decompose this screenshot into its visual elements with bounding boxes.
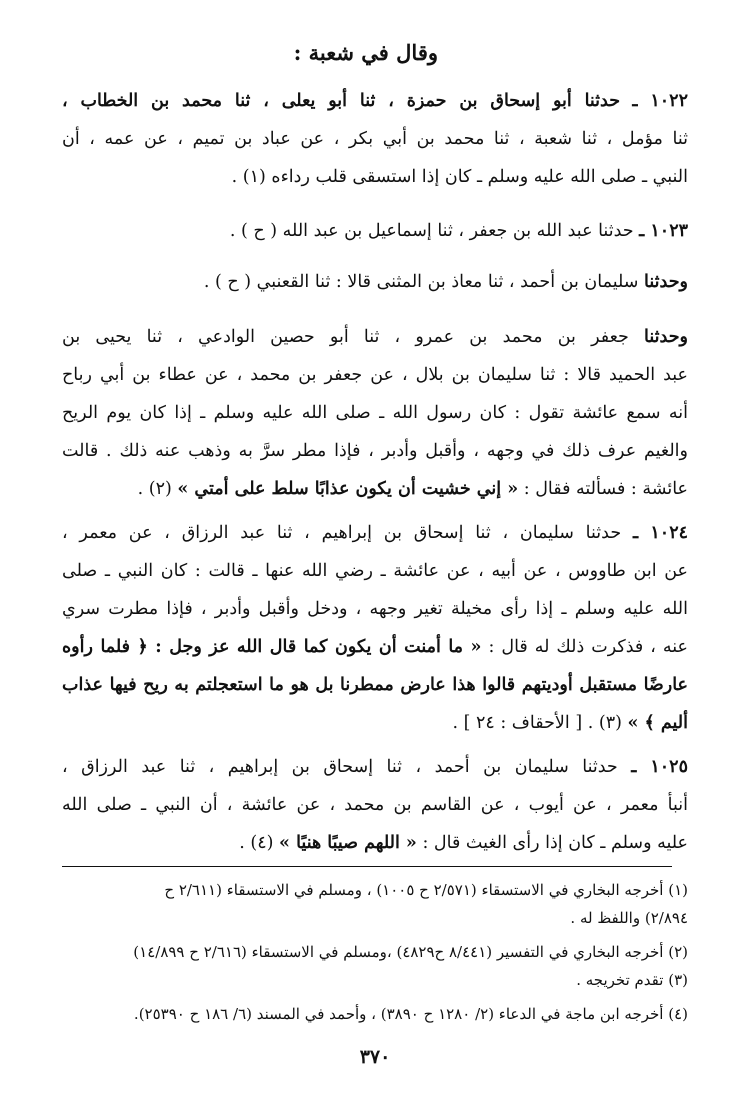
text-line: عبد الحميد قالا : ثنا سليمان بن بلال ، عن جعفر بن محمد ، عن عطاء بن أبي رباح xyxy=(62,365,688,385)
text-line xyxy=(62,514,688,552)
hadith-number: ١٠٢٢ ـ xyxy=(632,91,688,111)
book-page xyxy=(62,0,688,1111)
text-line: والغيم عرف ذلك في وجهه ، وأقبل وأدبر ، فإذا مطر سرَّ به وذهب عنه ذلك . قالت xyxy=(62,441,688,461)
chain-text: حدثنا عبد الله بن جعفر ، ثنا إسماعيل بن عبد الله ( ح ) . xyxy=(229,221,634,241)
text-line: أنه سمع عائشة تقول : كان رسول الله ـ صلى الله عليه وسلم ـ إذا كان يوم الريح xyxy=(62,403,688,423)
hadith-1023-matn xyxy=(62,318,688,508)
hadith-1025 xyxy=(62,748,688,862)
text-line: أنبأ معمر ، عن أيوب ، عن القاسم بن محمد ، عن عائشة ، أن النبي ـ صلى الله xyxy=(62,795,688,815)
text-line xyxy=(62,628,688,666)
footnote-1: (١) أخرجه البخاري في الاستسقاء (٢/٥٧١ ح ١٠٠٥) ، ومسلم في الاستسقاء (٢/٦١١ ح xyxy=(164,881,688,899)
page-number: ٣٧٠ xyxy=(359,1046,391,1068)
plain-text: عنه ، فذكرت ذلك له قال : xyxy=(488,637,688,657)
text-line: الله عليه وسلم ـ إذا رأى مخيلة تغير وجهه ، ودخل وأقبل وأدبر ، فإذا مطرت سري xyxy=(62,599,688,619)
text-line xyxy=(62,212,688,250)
text-line xyxy=(62,470,688,508)
quoted-saying: « ما أمنت أن يكون كما قال الله عز وجل : ﴿ فلما رأوه xyxy=(62,637,482,657)
narration-lead: وحدثنا xyxy=(644,272,688,292)
text-line xyxy=(62,704,688,742)
text-line xyxy=(62,748,688,786)
narration-lead: حدثنا أبو إسحاق بن حمزة ، ثنا أبو يعلى ، ثنا محمد بن الخطاب ، xyxy=(62,91,621,111)
hadith-number: ١٠٢٣ ـ xyxy=(639,221,688,241)
plain-text: عليه وسلم ـ كان إذا رأى الغيث قال : xyxy=(422,833,688,853)
hadith-1024 xyxy=(62,514,688,742)
quran-verse-line: عارضًا مستقبل أوديتهم قالوا هذا عارض ممطرنا بل هو ما استعجلتم به ريح فيها عذاب xyxy=(62,675,688,695)
chain-text: سليمان بن أحمد ، ثنا معاذ بن المثنى قالا : ثنا القعنبي ( ح ) . xyxy=(203,272,639,292)
footnote-divider xyxy=(62,866,672,867)
chain-text: حدثنا سليمان ، ثنا إسحاق بن إبراهيم ، ثنا عبد الرزاق ، عن معمر ، xyxy=(62,523,622,543)
text-line xyxy=(62,263,688,301)
quoted-saying: « اللهم صيبًا هنيًا » xyxy=(279,833,417,853)
hadith-number: ١٠٢٤ ـ xyxy=(632,523,688,543)
footnote-3: (٣) تقدم تخريجه . xyxy=(576,971,688,989)
text-line xyxy=(62,82,688,120)
footnote-2: (٢) أخرجه البخاري في التفسير (٨/٤٤١ ح٤٨٢٩) ،ومسلم في الاستسقاء (٢/٦١٦ ح ١٤/٨٩٩) xyxy=(133,943,688,961)
quran-verse-end: أليم ﴾ » xyxy=(627,713,688,733)
footnote-1-cont: ٢/٨٩٤) واللفظ له . xyxy=(570,909,688,927)
footnotes xyxy=(62,876,688,1028)
text-line: عن ابن طاووس ، عن أبيه ، عن عائشة ـ رضي الله عنها ـ قالت : كان النبي ـ صلى xyxy=(62,561,688,581)
hadith-1022 xyxy=(62,82,688,196)
chain-text: جعفر بن محمد بن عمرو ، ثنا أبو حصين الوادعي ، ثنا يحيى بن xyxy=(62,327,629,347)
plain-text: عائشة : فسألته فقال : xyxy=(523,479,688,499)
text-line: النبي ـ صلى الله عليه وسلم ـ كان إذا استسقى قلب رداءه (١) . xyxy=(231,167,688,187)
quoted-saying: « إني خشيت أن يكون عذابًا سلط على أمتي » xyxy=(177,479,519,499)
footnote-ref: (٤) . xyxy=(239,833,274,853)
section-heading: وقال في شعبة : xyxy=(293,40,438,65)
verse-reference: (٣) . [ الأحقاف : ٢٤ ] . xyxy=(452,713,622,733)
narration-lead: وحدثنا xyxy=(644,327,688,347)
chain-text: حدثنا سليمان بن أحمد ، ثنا إسحاق بن إبراهيم ، ثنا عبد الرزاق ، xyxy=(62,757,618,777)
chain-continuation xyxy=(62,263,688,301)
text-line xyxy=(62,318,688,356)
footnote-4: (٤) أخرجه ابن ماجة في الدعاء (٢/ ١٢٨٠ ح ٣٨٩٠) ، وأحمد في المسند (٦/ ١٨٦ ح ٢٥٣٩٠). xyxy=(133,1005,688,1023)
footnote-ref: (٢) . xyxy=(137,479,172,499)
text-line: ثنا مؤمل ، ثنا شعبة ، ثنا محمد بن أبي بكر ، عن عباد بن تميم ، عن عمه ، أن xyxy=(62,129,688,149)
text-line xyxy=(62,824,688,862)
hadith-1023 xyxy=(62,212,688,250)
hadith-number: ١٠٢٥ ـ xyxy=(631,757,688,777)
